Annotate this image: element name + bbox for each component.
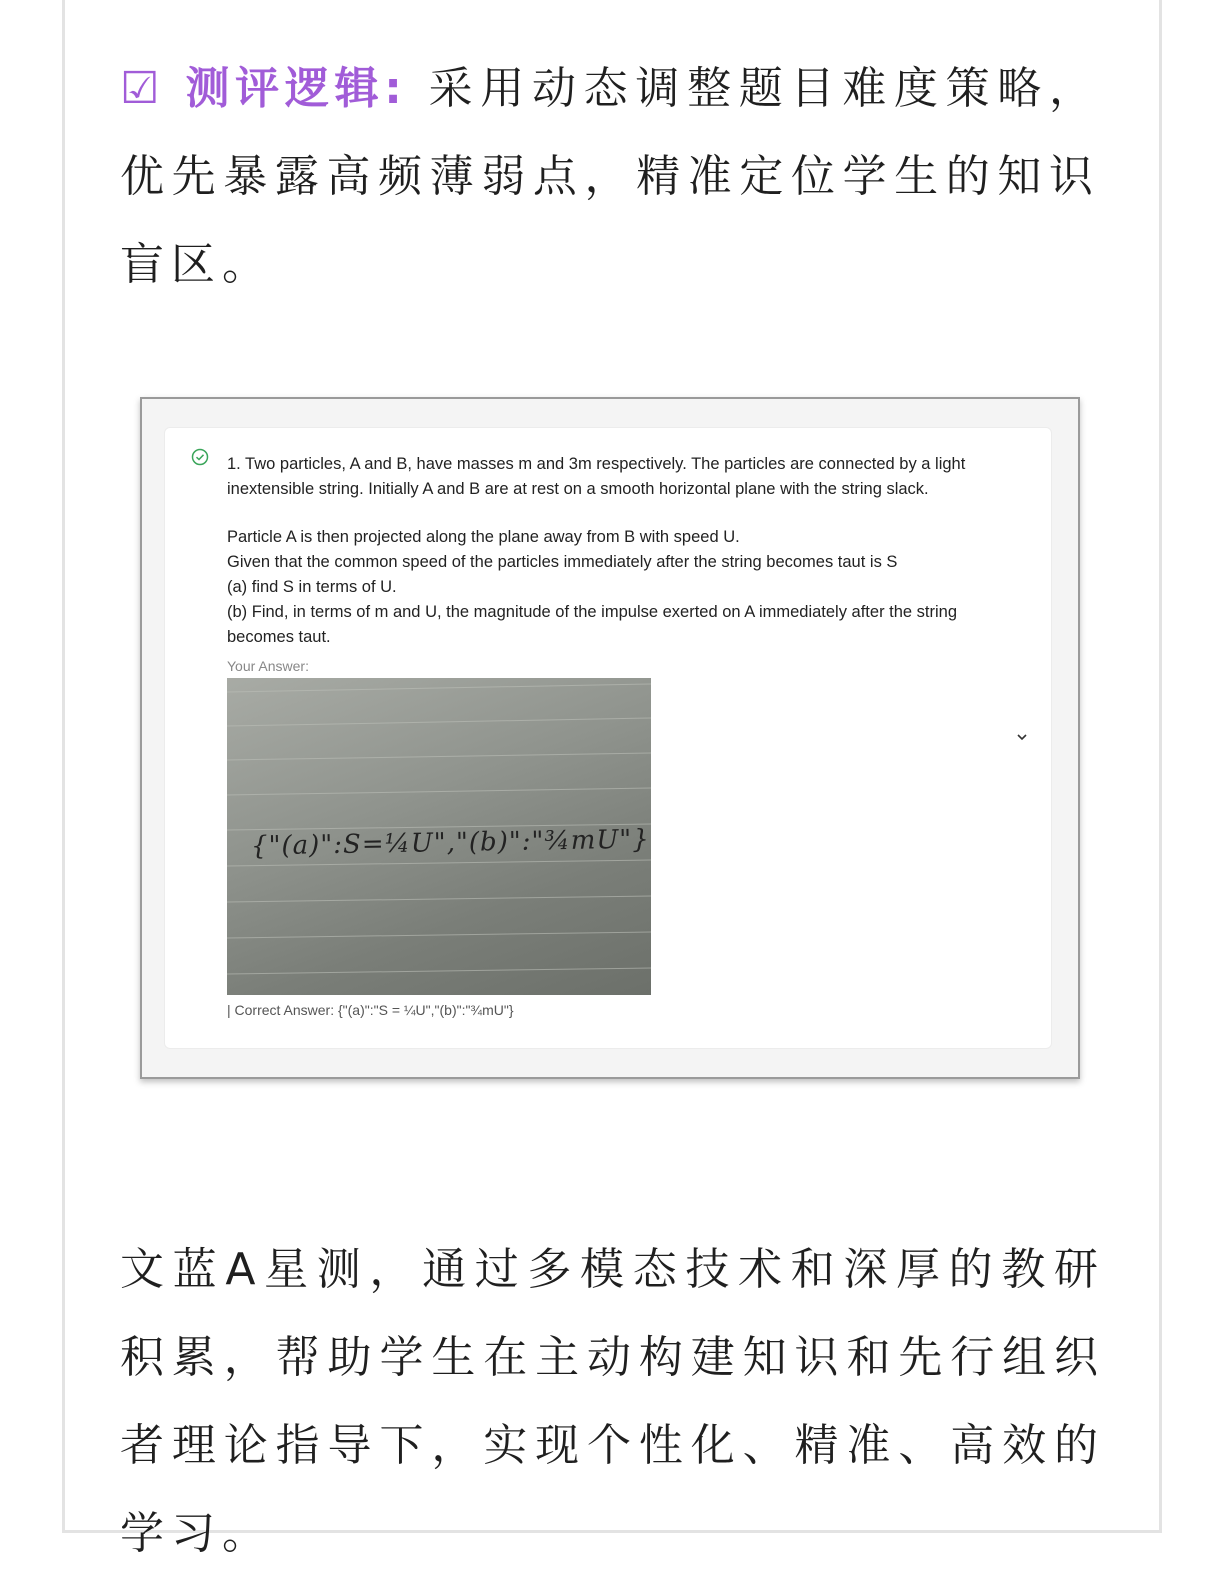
question-line: (a) find S in terms of U. bbox=[227, 578, 397, 596]
correct-answer: | Correct Answer: {"(a)":"S = ¼U","(b)":"¾mU"} bbox=[227, 1002, 514, 1018]
question-line: 1. Two particles, A and B, have masses m and 3m respectively. The particles are connected by a light bbox=[227, 455, 966, 473]
chevron-down-icon[interactable] bbox=[1015, 730, 1029, 744]
question-line: becomes taut. bbox=[227, 628, 331, 646]
check-circle-icon bbox=[191, 448, 209, 466]
question-line: Particle A is then projected along the plane away from B with speed U. bbox=[227, 528, 740, 546]
question-line: Given that the common speed of the particles immediately after the string becomes taut is S bbox=[227, 553, 898, 571]
intro-paragraph bbox=[120, 45, 1100, 309]
your-answer-label: Your Answer: bbox=[227, 658, 309, 674]
intro-text: 采用动态调整题目难度策略，优先暴露高频薄弱点，精准定位学生的知识盲区。 bbox=[120, 63, 1101, 290]
question-line: (b) Find, in terms of m and U, the magnitude of the impulse exerted on A immediately after the string bbox=[227, 603, 958, 621]
embedded-screenshot bbox=[140, 397, 1080, 1079]
outro-paragraph: 文蓝A星测，通过多模态技术和深厚的教研积累，帮助学生在主动构建知识和先行组织者理论指导下，实现个性化、精准、高效的学习。 bbox=[120, 1244, 1105, 1559]
handwritten-answer: {"(a)":S=¼U","(b)":"¾mU"} bbox=[250, 824, 651, 862]
intro-highlight: ☑ 测评逻辑: bbox=[120, 63, 407, 114]
question-text bbox=[227, 452, 1027, 650]
question-line: inextensible string. Initially A and B are at rest on a smooth horizontal plane with the string slack. bbox=[227, 480, 929, 498]
question-card bbox=[164, 427, 1052, 1049]
answer-photo[interactable] bbox=[227, 678, 651, 995]
